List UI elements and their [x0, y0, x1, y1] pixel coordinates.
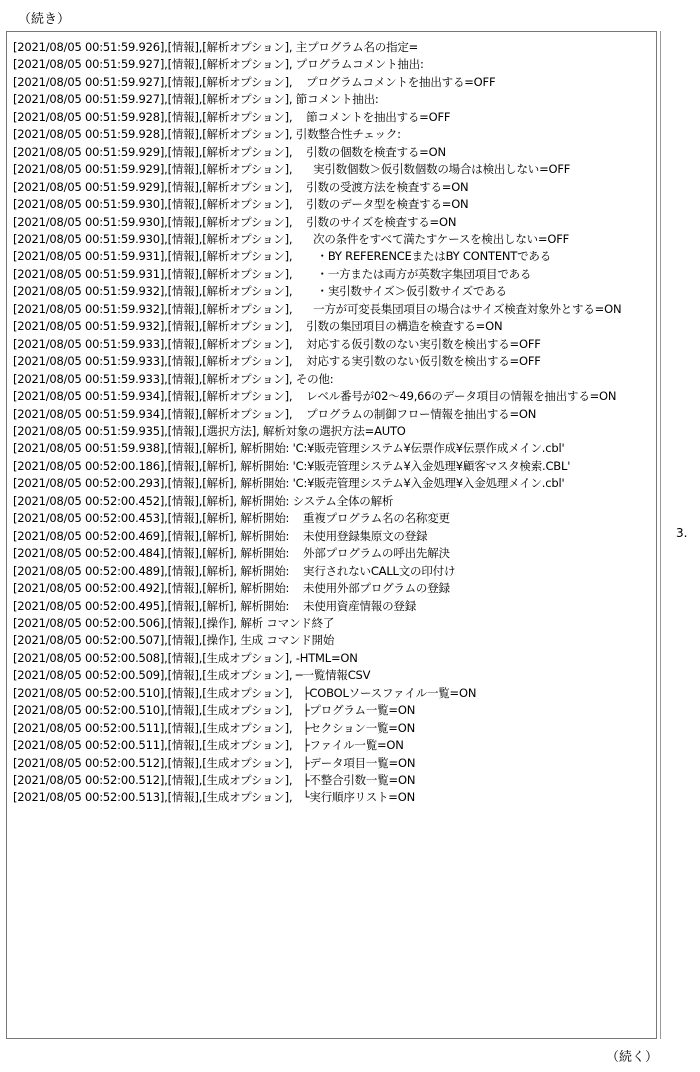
log-line: [2021/08/05 00:52:00.512],[情報],[生成オプション], ├データ項目一覧=ON: [13, 755, 416, 770]
log-line: [2021/08/05 00:51:59.926],[情報],[解析オプション], 主プログラム名の指定=: [13, 40, 419, 54]
log-line: [2021/08/05 00:52:00.484],[情報],[解析], 解析開始: 外部プログラムの呼出先解決: [13, 546, 450, 561]
log-line: [2021/08/05 00:52:00.512],[情報],[生成オプション], ├不整合引数一覧=ON: [13, 773, 416, 788]
log-line: [2021/08/05 00:51:59.933],[情報],[解析オプション], 対応する実引数のない仮引数を検出する=OFF: [13, 354, 541, 369]
log-line: [2021/08/05 00:52:00.510],[情報],[生成オプション], ├プログラム一覧=ON: [13, 703, 416, 718]
log-line: [2021/08/05 00:51:59.927],[情報],[解析オプション], 節コメント抽出:: [13, 92, 379, 107]
continued-bottom-label: （続く）: [606, 1050, 659, 1065]
log-line: [2021/08/05 00:52:00.452],[情報],[解析], 解析開始: システム全体の解析: [13, 493, 394, 508]
log-line: [2021/08/05 00:51:59.931],[情報],[解析オプション], ・一方または両方が英数字集団項目である: [13, 266, 532, 281]
log-line: [2021/08/05 00:52:00.507],[情報],[操作], 生成 コマンド開始: [13, 633, 335, 648]
log-line: [2021/08/05 00:52:00.509],[情報],[生成オプション], ─一覧情報CSV: [13, 668, 371, 683]
log-line: [2021/08/05 00:51:59.931],[情報],[解析オプション], ・BY REFERENCEまたはBY CONTENTである: [13, 249, 552, 264]
log-line: [2021/08/05 00:51:59.934],[情報],[解析オプション], レベル番号が02～49,66のデータ項目の情報を抽出する=ON: [13, 389, 617, 404]
side-section-label: 3.: [676, 526, 688, 540]
log-line: [2021/08/05 00:51:59.928],[情報],[解析オプション], 引数整合性チェック:: [13, 127, 401, 142]
log-panel[interactable]: [6, 31, 657, 1039]
log-line: [2021/08/05 00:52:00.513],[情報],[生成オプション], └実行順序リスト=ON: [13, 790, 415, 805]
log-line: [2021/08/05 00:52:00.511],[情報],[生成オプション], ├セクション一覧=ON: [13, 720, 415, 735]
log-line: [2021/08/05 00:52:00.511],[情報],[生成オプション], ├ファイル一覧=ON: [13, 738, 404, 753]
log-line: [2021/08/05 00:51:59.927],[情報],[解析オプション], プログラムコメントを抽出する=OFF: [13, 74, 496, 89]
log-line: [2021/08/05 00:51:59.933],[情報],[解析オプション], 対応する仮引数のない実引数を検出する=OFF: [13, 336, 541, 351]
log-lines: [13, 39, 647, 807]
log-line: [2021/08/05 00:52:00.469],[情報],[解析], 解析開始: 未使用登録集原文の登録: [13, 528, 428, 543]
log-line: [2021/08/05 00:51:59.935],[情報],[選択方法], 解析対象の選択方法=AUTO: [13, 423, 406, 438]
log-line: [2021/08/05 00:51:59.932],[情報],[解析オプション], ・実引数サイズ＞仮引数サイズである: [13, 284, 507, 299]
log-line: [2021/08/05 00:51:59.934],[情報],[解析オプション], プログラムの制御フロー情報を抽出する=ON: [13, 406, 537, 421]
log-line: [2021/08/05 00:51:59.927],[情報],[解析オプション], プログラムコメント抽出:: [13, 57, 424, 72]
log-line: [2021/08/05 00:52:00.495],[情報],[解析], 解析開始: 未使用資産情報の登録: [13, 598, 417, 613]
log-line: [2021/08/05 00:51:59.929],[情報],[解析オプション], 実引数個数＞仮引数個数の場合は検出しない=OFF: [13, 162, 571, 177]
log-line: [2021/08/05 00:52:00.186],[情報],[解析], 解析開始: 'C:¥販売管理システム¥入金処理¥顧客マスタ検索.CBL': [13, 458, 571, 473]
log-line: [2021/08/05 00:52:00.510],[情報],[生成オプション], ├COBOLソースファイル一覧=ON: [13, 685, 477, 700]
log-line: [2021/08/05 00:51:59.930],[情報],[解析オプション], 引数のデータ型を検査する=ON: [13, 197, 469, 212]
log-line: [2021/08/05 00:51:59.932],[情報],[解析オプション], 一方が可変長集団項目の場合はサイズ検査対象外とする=ON: [13, 301, 622, 316]
log-line: [2021/08/05 00:51:59.928],[情報],[解析オプション], 節コメントを抽出する=OFF: [13, 109, 451, 124]
log-line: [2021/08/05 00:51:59.929],[情報],[解析オプション], 引数の受渡方法を検査する=ON: [13, 179, 469, 194]
log-line: [2021/08/05 00:51:59.929],[情報],[解析オプション], 引数の個数を検査する=ON: [13, 144, 446, 159]
log-line: [2021/08/05 00:52:00.293],[情報],[解析], 解析開始: 'C:¥販売管理システム¥入金処理¥入金処理メイン.cbl': [13, 476, 565, 491]
log-line: [2021/08/05 00:52:00.492],[情報],[解析], 解析開始: 未使用外部プログラムの登録: [13, 581, 450, 596]
log-line: [2021/08/05 00:51:59.933],[情報],[解析オプション], その他:: [13, 371, 334, 386]
log-line: [2021/08/05 00:51:59.932],[情報],[解析オプション], 引数の集団項目の構造を検査する=ON: [13, 319, 503, 334]
log-line: [2021/08/05 00:51:59.938],[情報],[解析], 解析開始: 'C:¥販売管理システム¥伝票作成¥伝票作成メイン.cbl': [13, 441, 565, 456]
log-line: [2021/08/05 00:52:00.489],[情報],[解析], 解析開始: 実行されないCALL文の印付け: [13, 563, 456, 578]
log-line: [2021/08/05 00:51:59.930],[情報],[解析オプション], 引数のサイズを検査する=ON: [13, 214, 457, 229]
log-line: [2021/08/05 00:52:00.453],[情報],[解析], 解析開始: 重複プログラム名の名称変更: [13, 511, 450, 526]
log-line: [2021/08/05 00:52:00.506],[情報],[操作], 解析 コマンド終了: [13, 615, 335, 630]
log-line: [2021/08/05 00:51:59.930],[情報],[解析オプション], 次の条件をすべて満たすケースを検出しない=OFF: [13, 231, 570, 246]
scrollbar[interactable]: [660, 31, 669, 1039]
log-line: [2021/08/05 00:52:00.508],[情報],[生成オプション], -HTML=ON: [13, 650, 358, 665]
continued-top-label: （続き）: [18, 12, 71, 27]
